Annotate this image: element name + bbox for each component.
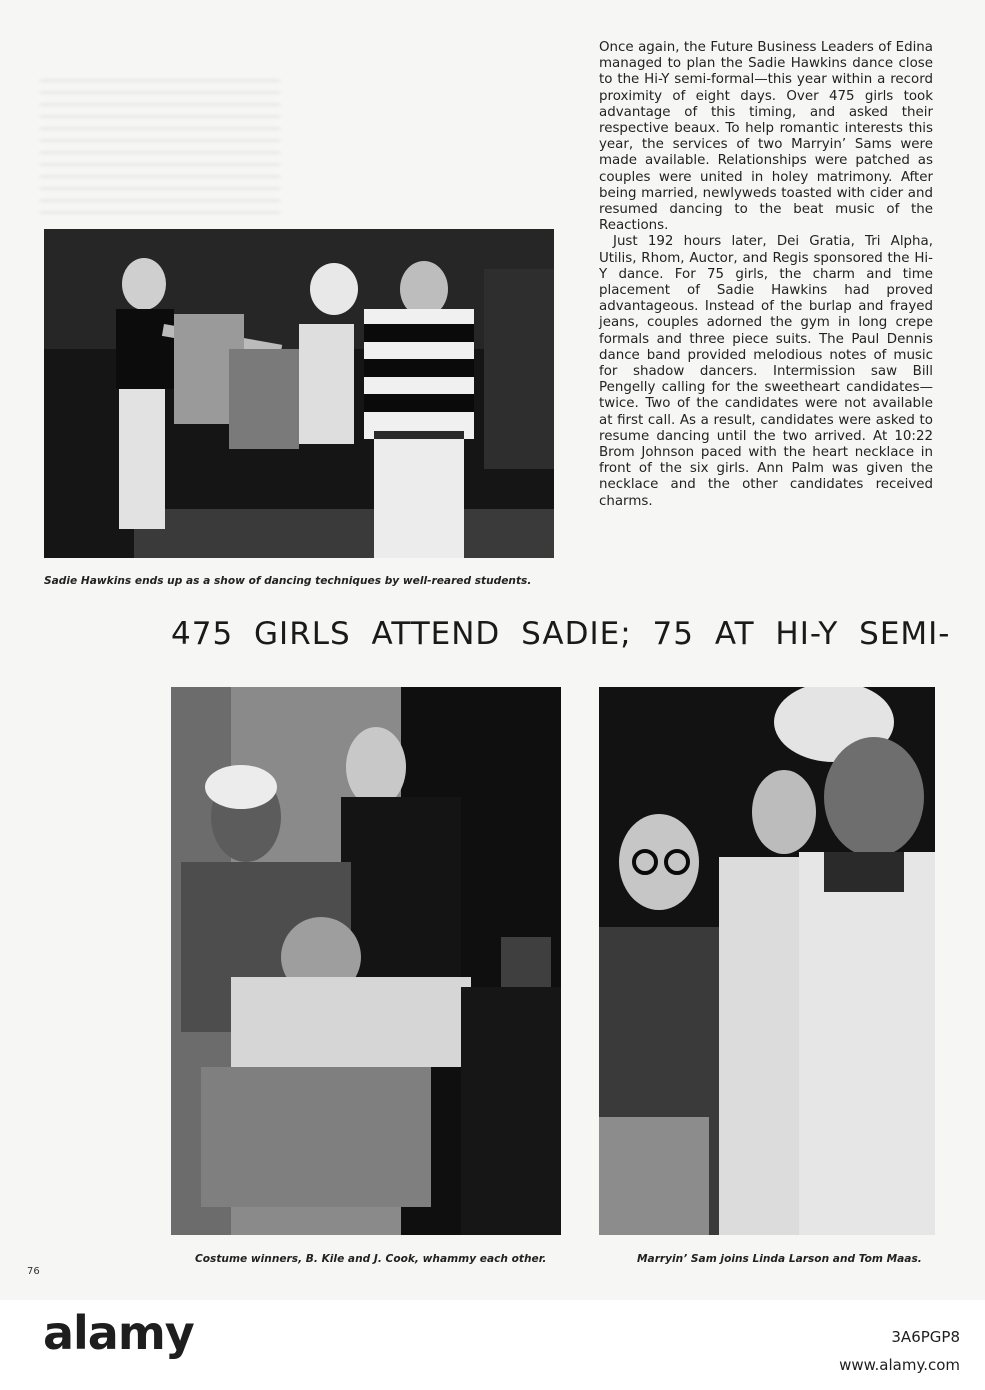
page-number: 76 — [27, 1266, 40, 1277]
costume-photo-caption: Costume winners, B. Kile and J. Cook, whammy each other. — [195, 1253, 547, 1265]
marryin-photo-caption: Marryin’ Sam joins Linda Larson and Tom Maas. — [637, 1253, 922, 1265]
watermark-site: www.alamy.com — [839, 1356, 960, 1374]
article-paragraph-2: Just 192 hours later, Dei Gratia, Tri Alpha, Utilis, Rhom, Auctor, and Regis sponsored the Hi-Y dance. For 75 girls, the charm and time placement of Sadie Hawkins had proved advantageous. Instead of the burlap and frayed jeans, couples adorned the gym in long crepe formals and three piece suits. The Paul Dennis dance band provided melodious notes of music for shadow dancers. Intermission saw Bill Pengelly calling for the sweetheart candidates—twice. Two of the candidates were not available at first call. As a result, candidates were asked to resume dancing until the two arrived. At 10:22 Brom Johnson paced with the heart necklace in front of the six girls. Ann Palm was given the necklace and the other candidates received charms. — [599, 234, 933, 509]
headline: 475 GIRLS ATTEND SADIE; 75 AT HI-Y SEMI- — [171, 616, 951, 652]
article-body — [599, 40, 933, 510]
dance-photo — [44, 229, 554, 558]
bleed-through-text — [40, 70, 280, 220]
alamy-logo: alamy — [43, 1306, 194, 1360]
dance-photo-caption: Sadie Hawkins ends up as a show of dancing techniques by well-reared students. — [44, 575, 532, 587]
costume-winners-photo — [171, 687, 561, 1235]
marryin-sam-photo — [599, 687, 935, 1235]
article-paragraph-1: Once again, the Future Business Leaders of Edina managed to plan the Sadie Hawkins dance close to the Hi-Y semi-formal—this year within a record proximity of eight days. Over 475 girls took advantage of this timing, and asked their respective beaux. To help romantic interests this year, the services of two Marryin’ Sams were made available. Relationships were patched as couples were united in holey matrimony. After being married, newlyweds toasted with cider and resumed dancing to the beat music of the Reactions. — [599, 40, 933, 234]
image-reference-id: 3A6PGP8 — [891, 1328, 960, 1346]
